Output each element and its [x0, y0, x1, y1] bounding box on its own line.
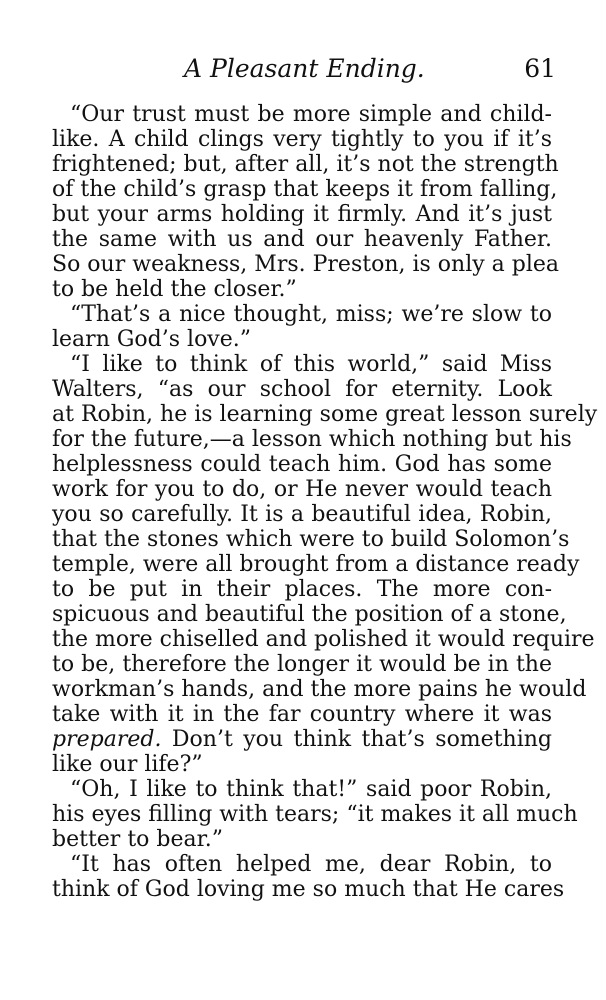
line-remainder: Don’t you think that’s something	[161, 727, 552, 752]
paragraph	[52, 102, 560, 302]
paragraph	[52, 852, 565, 902]
text-line: So our weakness, Mrs. Preston, is only a plea	[52, 252, 560, 277]
page-header	[50, 52, 560, 86]
text-line	[52, 727, 552, 752]
body-text	[52, 102, 598, 902]
text-line: “It has often helped me, dear Robin, to	[70, 852, 552, 877]
text-line: Walters, “as our school for eternity. Look	[52, 377, 552, 402]
text-line: at Robin, he is learning some great lesson surely	[52, 402, 598, 427]
text-line: you so carefully. It is a beautiful idea, Robin,	[52, 502, 552, 527]
text-line: frightened; but, after all, it’s not the strength	[52, 152, 559, 177]
text-line: “Oh, I like to think that!” said poor Robin,	[70, 777, 552, 802]
text-line: like. A child clings very tightly to you if it’s	[52, 127, 552, 152]
text-line: that the stones which were to build Solomon’s	[52, 527, 570, 552]
text-line: but your arms holding it firmly. And it’s just	[52, 202, 552, 227]
text-line: his eyes filling with tears; “it makes it all much	[52, 802, 578, 827]
text-line: for the future,—a lesson which nothing but his	[52, 427, 572, 452]
text-line: of the child’s grasp that keeps it from falling,	[52, 177, 558, 202]
text-line: helplessness could teach him. God has some	[52, 452, 552, 477]
paragraph	[52, 302, 552, 352]
text-line: to be, therefore the longer it would be in the	[52, 652, 552, 677]
text-line: temple, were all brought from a distance ready	[52, 552, 580, 577]
text-line: think of God loving me so much that He cares	[52, 877, 565, 902]
paragraph	[52, 777, 578, 852]
text-line: better to bear.”	[52, 827, 223, 852]
text-line: workman’s hands, and the more pains he would	[52, 677, 587, 702]
text-line: to be put in their places. The more con-	[52, 577, 552, 602]
paragraph	[52, 352, 598, 777]
text-line: the same with us and our heavenly Father.	[52, 227, 552, 252]
text-line: spicuous and beautiful the position of a stone,	[52, 602, 567, 627]
text-line: to be held the closer.”	[52, 277, 297, 302]
italic-word: prepared.	[52, 727, 162, 752]
text-line: “I like to think of this world,” said Miss	[70, 352, 552, 377]
running-title: A Pleasant Ending.	[184, 54, 425, 83]
text-line: the more chiselled and polished it would require	[52, 627, 595, 652]
text-line: take with it in the far country where it was	[52, 702, 552, 727]
text-line: learn God’s love.”	[52, 327, 251, 352]
text-line: “Our trust must be more simple and child-	[70, 102, 552, 127]
text-line: “That’s a nice thought, miss; we’re slow to	[70, 302, 552, 327]
page-number: 61	[524, 54, 556, 83]
text-line: like our life?”	[52, 752, 203, 777]
text-line: work for you to do, or He never would teach	[52, 477, 552, 502]
